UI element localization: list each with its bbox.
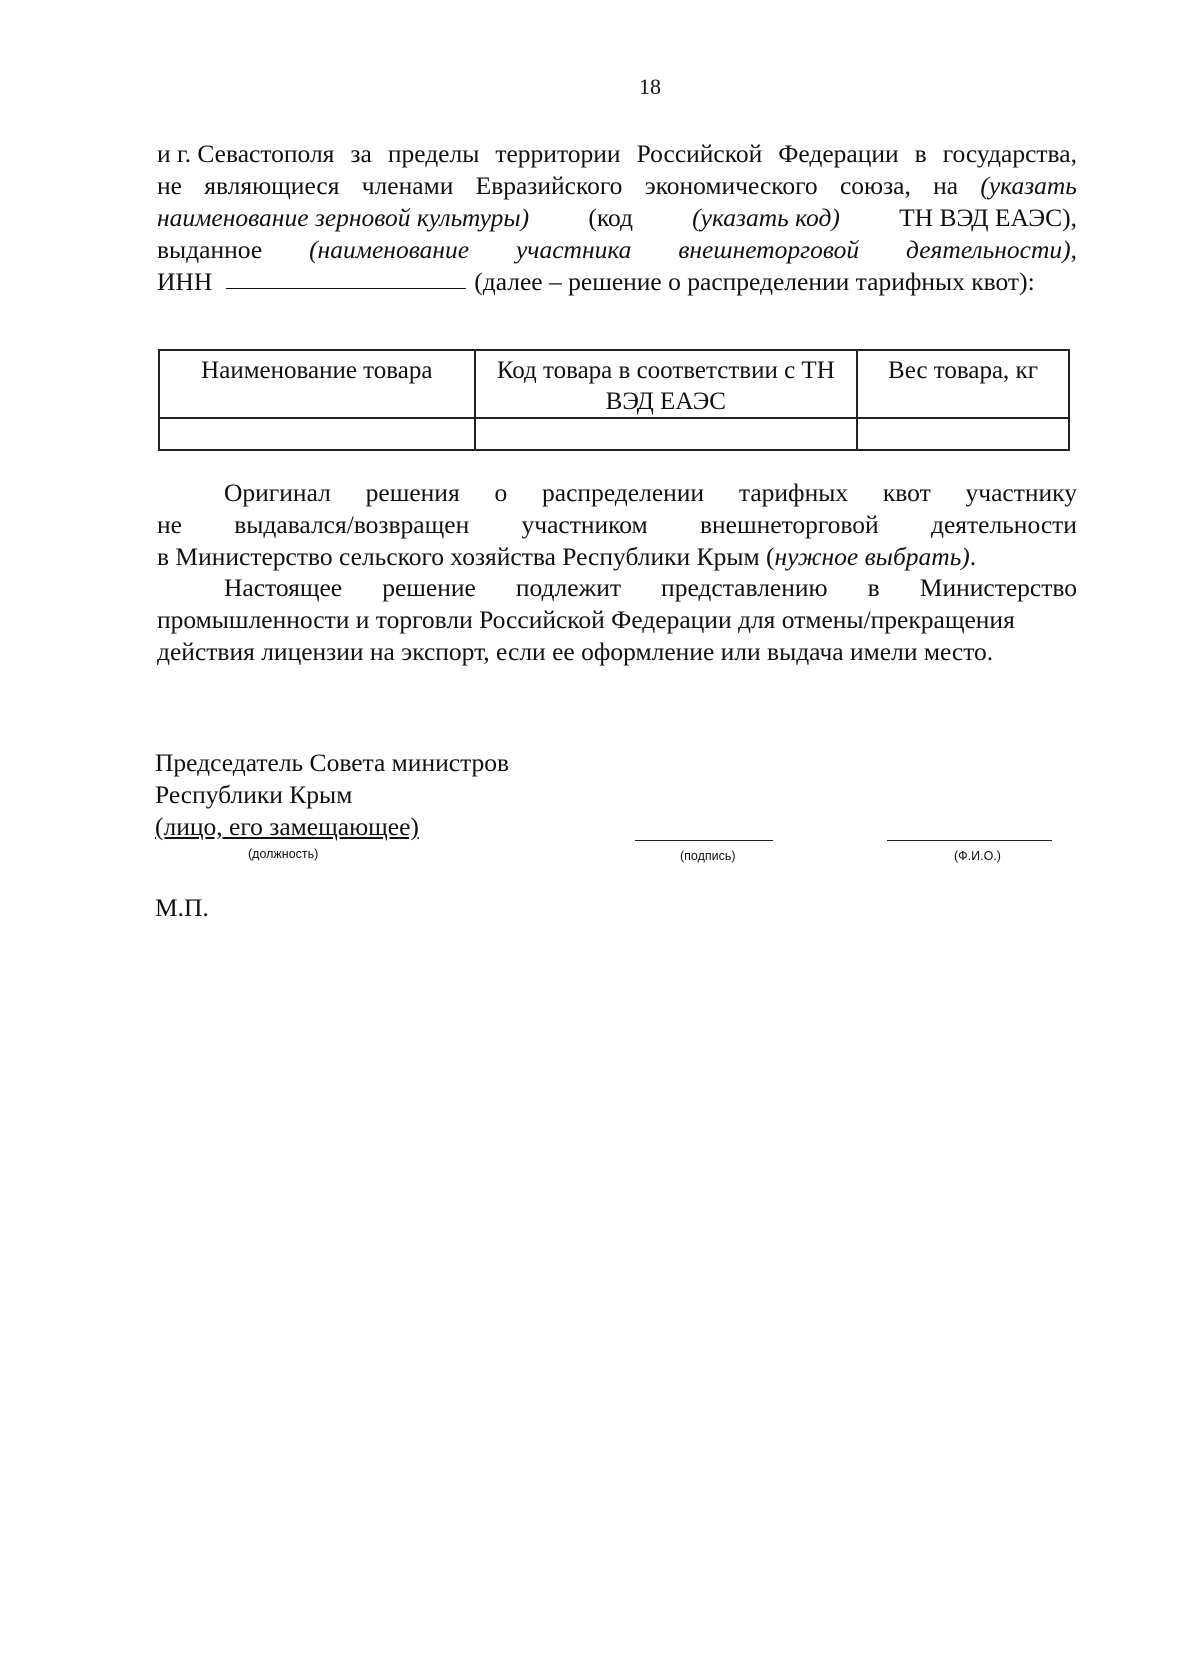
word: пределы: [387, 139, 480, 168]
placeholder-hint: (наименование: [309, 235, 470, 264]
word: за: [350, 139, 372, 168]
p1-line-3: [157, 541, 1077, 573]
table-row: [159, 418, 1069, 450]
placeholder-hint: (указать код): [692, 203, 840, 232]
cell-product-name[interactable]: [159, 418, 475, 450]
page-number: 18: [639, 74, 661, 99]
cell-product-code[interactable]: [475, 418, 857, 450]
punctuation: ,: [1070, 235, 1077, 264]
full-name-line[interactable]: [887, 840, 1052, 841]
word: внешнеторговой: [699, 510, 879, 539]
goods-table: [158, 349, 1070, 451]
placeholder-hint: деятельности): [906, 235, 1071, 264]
placeholder-hint: (указать: [980, 171, 1077, 200]
placeholder-hint: наименование зерновой культуры): [157, 203, 530, 232]
intro-line-1: [157, 138, 1077, 170]
word: выдавался/возвращен: [234, 510, 470, 539]
p2-line-1: [157, 572, 1077, 604]
placeholder-hint: участника: [515, 235, 632, 264]
word: Российской: [636, 139, 763, 168]
cell-product-weight[interactable]: [857, 418, 1069, 450]
word: (код: [588, 203, 633, 232]
word: решения: [365, 478, 460, 507]
word: не: [157, 171, 182, 200]
word: территории: [495, 139, 621, 168]
word: выданное: [157, 235, 263, 264]
paragraph-original-decision: [157, 477, 1077, 573]
table-header-row: [159, 350, 1069, 418]
header-product-name: Наименование товара: [159, 350, 475, 418]
word: являющиеся: [204, 171, 340, 200]
word: Оригинал: [224, 478, 331, 507]
word: распределении: [542, 478, 705, 507]
word: представлению: [661, 573, 828, 602]
text-segment: в Министерство сельского хозяйства Республики Крым (: [157, 542, 775, 571]
word: о: [494, 478, 508, 507]
intro-line-5: [157, 266, 1077, 298]
word: и г. Севастополя: [157, 139, 335, 168]
caption-signature: (подпись): [680, 849, 736, 863]
word: деятельности: [930, 510, 1077, 539]
word: на: [933, 171, 959, 200]
word: участнику: [965, 478, 1077, 507]
p1-line-2: [157, 509, 1077, 541]
word: Министерство: [919, 573, 1077, 602]
word: не: [157, 510, 182, 539]
signatory-title-line-3: (лицо, его замещающее): [155, 812, 419, 841]
p2-line-3: [157, 636, 1077, 668]
p1-line-1: [157, 477, 1077, 509]
word: в: [867, 573, 880, 602]
signatory-title-line-2: Республики Крым: [155, 780, 353, 809]
intro-line-3: [157, 202, 1077, 234]
p2-line-2: [157, 604, 1077, 636]
word: членами: [361, 171, 454, 200]
word: экономического: [644, 171, 818, 200]
placeholder-hint: нужное выбрать): [774, 542, 970, 571]
text-segment: промышленности и торговли Российской Федерации для отмены/прекращения: [157, 605, 1015, 634]
word: решение: [382, 573, 476, 602]
word: Федерации: [778, 139, 899, 168]
signature-line[interactable]: [635, 840, 773, 841]
word: союза,: [839, 171, 911, 200]
word: Настоящее: [224, 573, 343, 602]
header-product-weight: Вес товара, кг: [857, 350, 1069, 418]
word: ТН ВЭД ЕАЭС),: [899, 203, 1077, 232]
paragraph-submission: [157, 572, 1077, 668]
placeholder-hint: внешнеторговой: [678, 235, 860, 264]
inn-label: ИНН: [157, 267, 213, 296]
caption-full-name: (Ф.И.О.): [954, 849, 1001, 863]
word: в: [914, 139, 927, 168]
intro-line-4: [157, 234, 1077, 266]
intro-line-2: [157, 170, 1077, 202]
word-group: [906, 234, 1077, 266]
word: Евразийского: [475, 171, 623, 200]
caption-position: (должность): [248, 847, 319, 861]
word: квот: [882, 478, 931, 507]
word: тарифных: [738, 478, 849, 507]
signatory-title: [155, 747, 509, 843]
intro-paragraph: [157, 138, 1077, 298]
word: участником: [521, 510, 648, 539]
signatory-title-line-1: Председатель Совета министров: [155, 748, 510, 777]
word: (далее – решение о распределении тарифных квот):: [474, 267, 1035, 296]
word: подлежит: [515, 573, 621, 602]
word: государства,: [942, 139, 1077, 168]
stamp-place-label: М.П.: [155, 893, 209, 922]
punctuation: .: [969, 542, 977, 571]
header-product-code: Код товара в соответствии с ТН ВЭД ЕАЭС: [475, 350, 857, 418]
text-segment: действия лицензии на экспорт, если ее оформление или выдача имели место.: [157, 637, 994, 666]
inn-blank-field[interactable]: [226, 266, 466, 289]
